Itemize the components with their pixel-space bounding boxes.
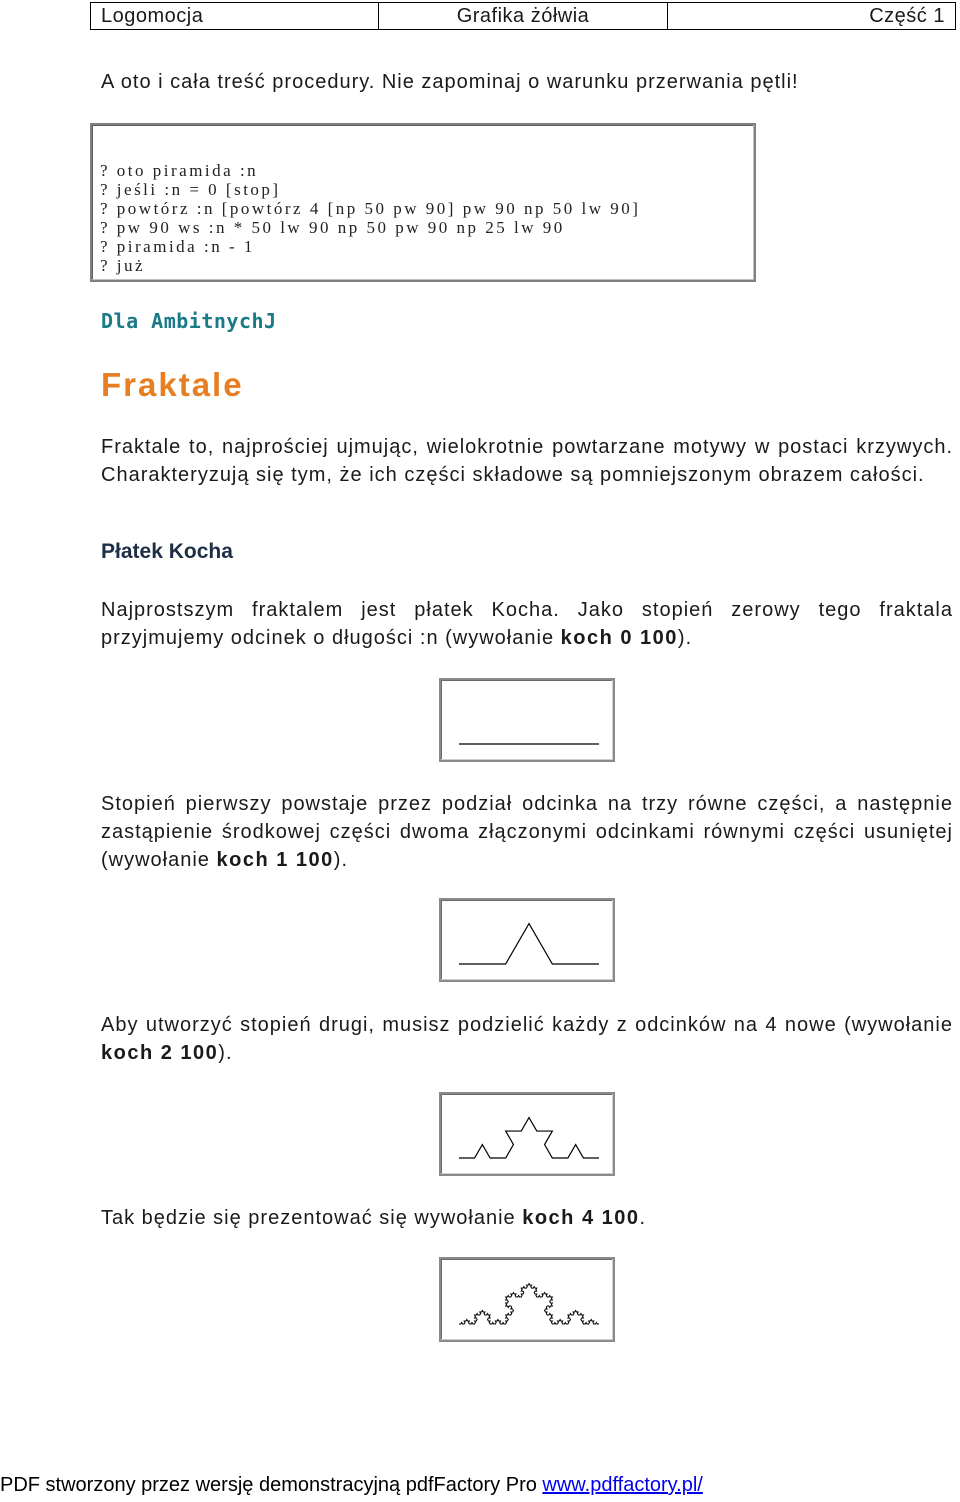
koch-curve-level-0 bbox=[441, 680, 617, 764]
header-title-right: Część 1 bbox=[667, 3, 955, 29]
koch-curve-level-2 bbox=[441, 1094, 617, 1178]
koch-figure-level-0 bbox=[439, 678, 615, 762]
code-line: ? już bbox=[100, 256, 146, 275]
fractals-heading: Fraktale bbox=[101, 366, 244, 403]
koch2-after: ). bbox=[218, 1042, 233, 1064]
koch-figure-level-1 bbox=[439, 898, 615, 982]
koch2-text: Aby utworzyć stopień drugi, musisz podzielić każdy z odcinków na 4 nowe (wywołanie bbox=[101, 1014, 953, 1036]
koch-curve-level-4 bbox=[441, 1259, 617, 1344]
koch4-command: koch 4 100 bbox=[522, 1207, 640, 1229]
koch4-text: Tak będzie się prezentować się wywołanie bbox=[101, 1207, 523, 1229]
fractals-paragraph: Fraktale to, najprościej ujmując, wielokrotnie powtarzane motywy w postaci krzywych. Charakteryzują się tym, że ich części składowe są pomniejszonym obrazem całości. bbox=[101, 436, 953, 486]
koch-figure-level-4 bbox=[439, 1257, 615, 1342]
page-header bbox=[90, 2, 956, 30]
koch4-after: . bbox=[639, 1207, 647, 1229]
koch0-command: koch 0 100 bbox=[560, 627, 678, 649]
koch-figure-level-2 bbox=[439, 1092, 615, 1176]
pdf-footer bbox=[0, 1474, 703, 1497]
koch2-paragraph bbox=[101, 1011, 953, 1067]
code-line: ? oto piramida :n bbox=[100, 161, 259, 180]
koch-line-level-2 bbox=[459, 1118, 599, 1158]
koch1-command: koch 1 100 bbox=[216, 849, 334, 871]
code-line: ? pw 90 ws :n * 50 lw 90 np 50 pw 90 np 25 lw 90 bbox=[100, 218, 565, 237]
code-line: ? jeśli :n = 0 [stop] bbox=[100, 180, 281, 199]
koch-curve-level-1 bbox=[441, 900, 617, 984]
koch1-after: ). bbox=[333, 849, 348, 871]
koch1-text: Stopień pierwszy powstaje przez podział odcinka na trzy równe części, a następnie zastąpienie środkowej części dwoma złączonymi odcinkami równymi części usuniętej (wywołanie bbox=[101, 793, 953, 871]
header-title-left: Logomocja bbox=[101, 5, 204, 27]
koch2-command: koch 2 100 bbox=[101, 1042, 219, 1064]
koch0-after: ). bbox=[677, 627, 693, 649]
ambitious-heading: Dla AmbitnychJ bbox=[101, 309, 277, 333]
koch-heading: Płatek Kocha bbox=[101, 540, 233, 563]
koch4-paragraph bbox=[101, 1204, 953, 1232]
code-line: ? powtórz :n [powtórz 4 [np 50 pw 90] pw 90 np 50 lw 90] bbox=[100, 199, 641, 218]
koch-line-level-1 bbox=[459, 924, 599, 964]
koch-line-level-4 bbox=[459, 1284, 599, 1324]
code-line: ? piramida :n - 1 bbox=[100, 237, 255, 256]
footer-text: PDF stworzony przez wersję demonstracyjną pdfFactory Pro bbox=[0, 1474, 543, 1496]
header-title-center: Grafika żółwia bbox=[378, 3, 666, 29]
koch1-paragraph bbox=[101, 790, 953, 874]
footer-link[interactable]: www.pdffactory.pl/ bbox=[542, 1474, 703, 1496]
code-listing bbox=[90, 123, 756, 282]
intro-text: A oto i cała treść procedury. Nie zapominaj o warunku przerwania pętli! bbox=[101, 71, 799, 93]
koch0-text: Najprostszym fraktalem jest płatek Kocha. Jako stopień zerowy tego fraktala przyjmujemy odcinek o długości :n (wywołanie bbox=[101, 599, 953, 649]
koch0-paragraph bbox=[101, 596, 953, 652]
